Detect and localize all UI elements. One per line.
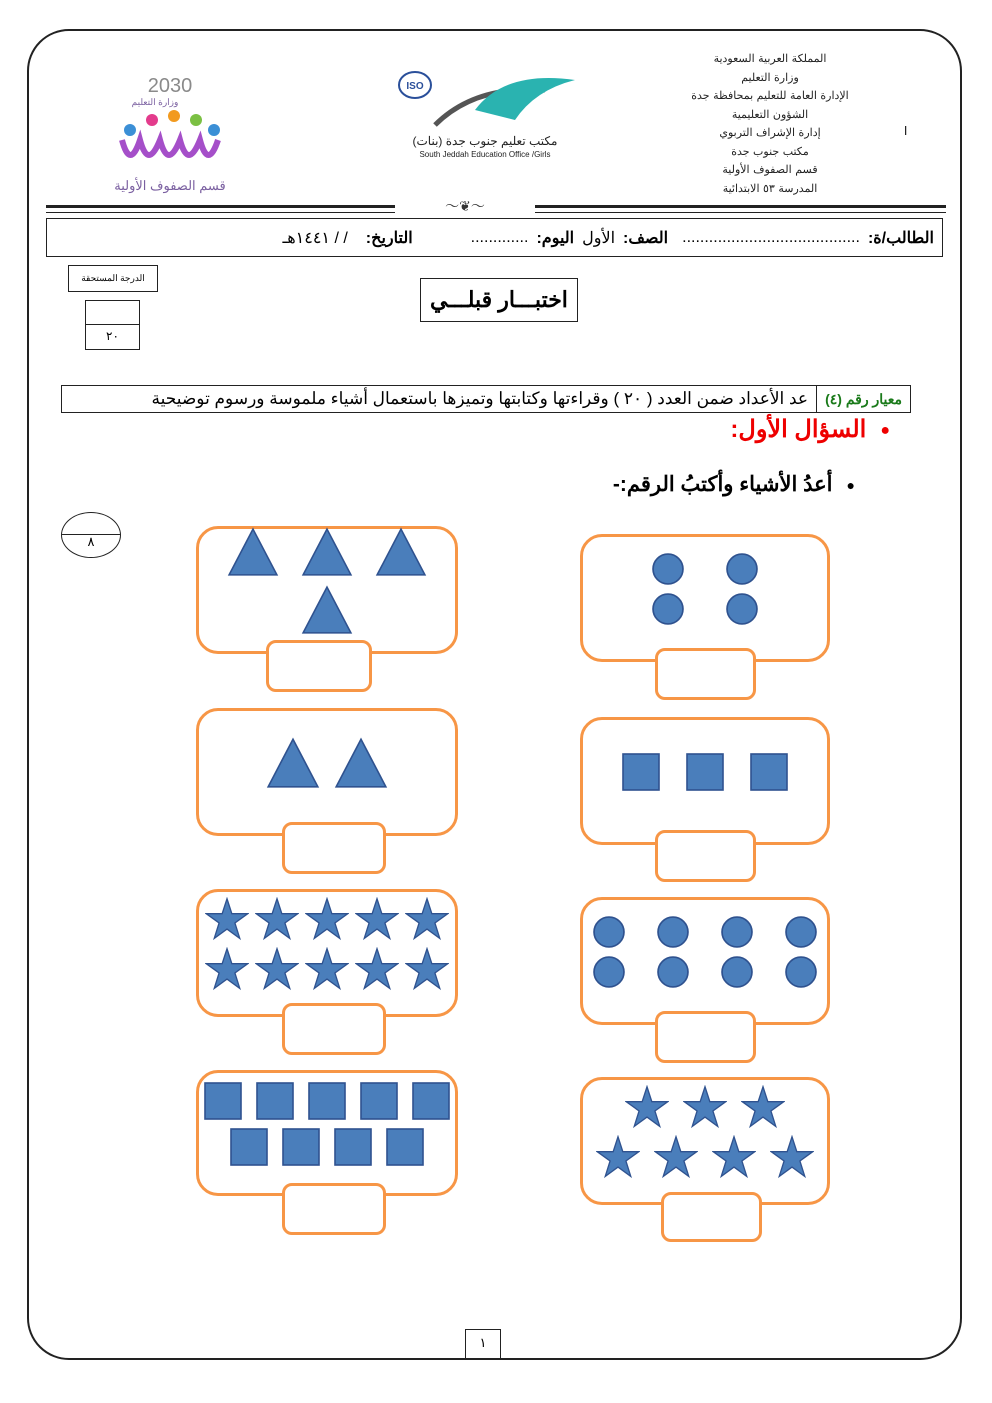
circle-shape [784,915,818,949]
star-shape [305,897,349,941]
svg-text:South Jeddah Education Office: South Jeddah Education Office /Girls [419,150,551,159]
ministry-line: الإدارة العامة للتعليم بمحافظة جدة [691,89,849,102]
student-info-bar [46,218,943,257]
circle-shape [592,955,626,989]
square-shape [749,752,789,792]
answer-box[interactable] [655,1011,756,1063]
question-title: السؤال الأول: [730,416,867,443]
page-number: ١ [465,1329,501,1359]
square-shape [685,752,725,792]
star-shape [305,947,349,991]
bullet-icon: ● [880,421,890,439]
star-shape [355,947,399,991]
triangle-shape [301,526,353,578]
square-shape [203,1081,243,1121]
star-shape [625,1085,669,1129]
svg-text:2030: 2030 [147,75,193,97]
bullet-icon: ● [846,477,855,494]
circle-shape [725,552,759,586]
grade-label: الدرجة المستحقة [68,265,158,292]
circle-shape [656,915,690,949]
ornament-divider: ～❦～ [395,196,535,216]
circle-shape [784,955,818,989]
square-shape [307,1081,347,1121]
answer-box[interactable] [282,1003,386,1055]
answer-box[interactable] [282,1183,386,1235]
square-shape [255,1081,295,1121]
ministry-line: المدرسة ٥٣ الابتدائية [722,181,818,195]
circle-shape [651,552,685,586]
counting-panel [580,1077,830,1205]
day-label: اليوم: [536,229,575,247]
triangle-shape [266,736,320,790]
ministry-line: الشؤون التعليمية [731,107,809,121]
square-shape [281,1127,321,1167]
class-value: الأول [582,229,616,247]
triangle-shape [301,584,353,636]
grade-score-field[interactable] [86,301,139,325]
answer-box[interactable] [655,648,756,700]
star-shape [741,1085,785,1129]
student-name-field[interactable]: ........................................ [682,228,860,246]
circle-shape [725,592,759,626]
student-label: الطالب/ة: [867,229,934,247]
counting-panel [580,717,830,845]
triangle-shape [227,526,279,578]
ministry-header [690,50,850,198]
standard-text: عد الأعداد ضمن العدد ( ٢٠ ) وقراءتها وكتابتها وتميزها باستعمال أشياء ملموسة ورسوم توضيحية [151,389,809,408]
svg-text:قسم الصفوف الأولية: قسم الصفوف الأولية [114,178,226,193]
date-label: التاريخ: [365,229,413,247]
day-field[interactable]: ............. [470,228,529,246]
page-title: اختبـــار قبلـــي [420,278,578,322]
square-shape [229,1127,269,1167]
star-shape [355,897,399,941]
ministry-line: مكتب جنوب جدة [731,144,809,158]
star-shape [683,1085,727,1129]
counting-panel [196,708,458,836]
star-shape [255,897,299,941]
standard-box [61,385,911,413]
triangle-shape [375,526,427,578]
answer-box[interactable] [266,640,372,692]
counting-panel [196,889,458,1017]
svg-text:وزارة التعليم: وزارة التعليم [131,97,179,107]
star-shape [405,947,449,991]
star-shape [255,947,299,991]
star-shape [654,1135,698,1179]
star-shape [405,897,449,941]
counting-panel [580,534,830,662]
ministry-line: المملكة العربية السعودية [713,52,827,65]
instruction-text: أعدُ الأشياء وأكتبُ الرقم:- [612,473,833,496]
star-shape [770,1135,814,1179]
star-shape [205,947,249,991]
square-shape [411,1081,451,1121]
ministry-line: قسم الصفوف الأولية [722,163,818,176]
grade-box [85,300,140,350]
circle-shape [656,955,690,989]
circle-shape [651,592,685,626]
square-shape [621,752,661,792]
standard-label: معيار رقم (٤) [816,386,910,412]
triangle-shape [334,736,388,790]
ministry-line: وزارة التعليم [741,70,799,84]
square-shape [385,1127,425,1167]
vision-2030-logo [100,50,240,200]
star-shape [712,1135,756,1179]
counting-panel [196,526,458,654]
star-shape [205,897,249,941]
counting-panel [580,897,830,1025]
circle-shape [720,915,754,949]
instruction [560,472,855,497]
circle-shape [720,955,754,989]
square-shape [359,1081,399,1121]
ministry-line: إدارة الإشراف التربوي [719,126,821,139]
class-label: الصف: [623,229,669,247]
square-shape [333,1127,373,1167]
question-score-oval [61,512,121,558]
counting-panel [196,1070,458,1196]
answer-box[interactable] [282,822,386,874]
question-heading [700,415,890,444]
svg-text:ISO: ISO [406,81,424,92]
answer-box[interactable] [661,1192,762,1242]
svg-text:مكتب تعليم جنوب جدة (بنات): مكتب تعليم جنوب جدة (بنات) [412,134,558,148]
grade-total: ٢٠ [106,329,119,343]
answer-box[interactable] [655,830,756,882]
star-shape [596,1135,640,1179]
south-jeddah-office-logo [395,70,580,165]
date-field[interactable]: / / ١٤٤١هـ [282,229,348,247]
stray-mark: ا [904,124,908,138]
circle-shape [592,915,626,949]
question-score: ٨ [87,535,95,550]
